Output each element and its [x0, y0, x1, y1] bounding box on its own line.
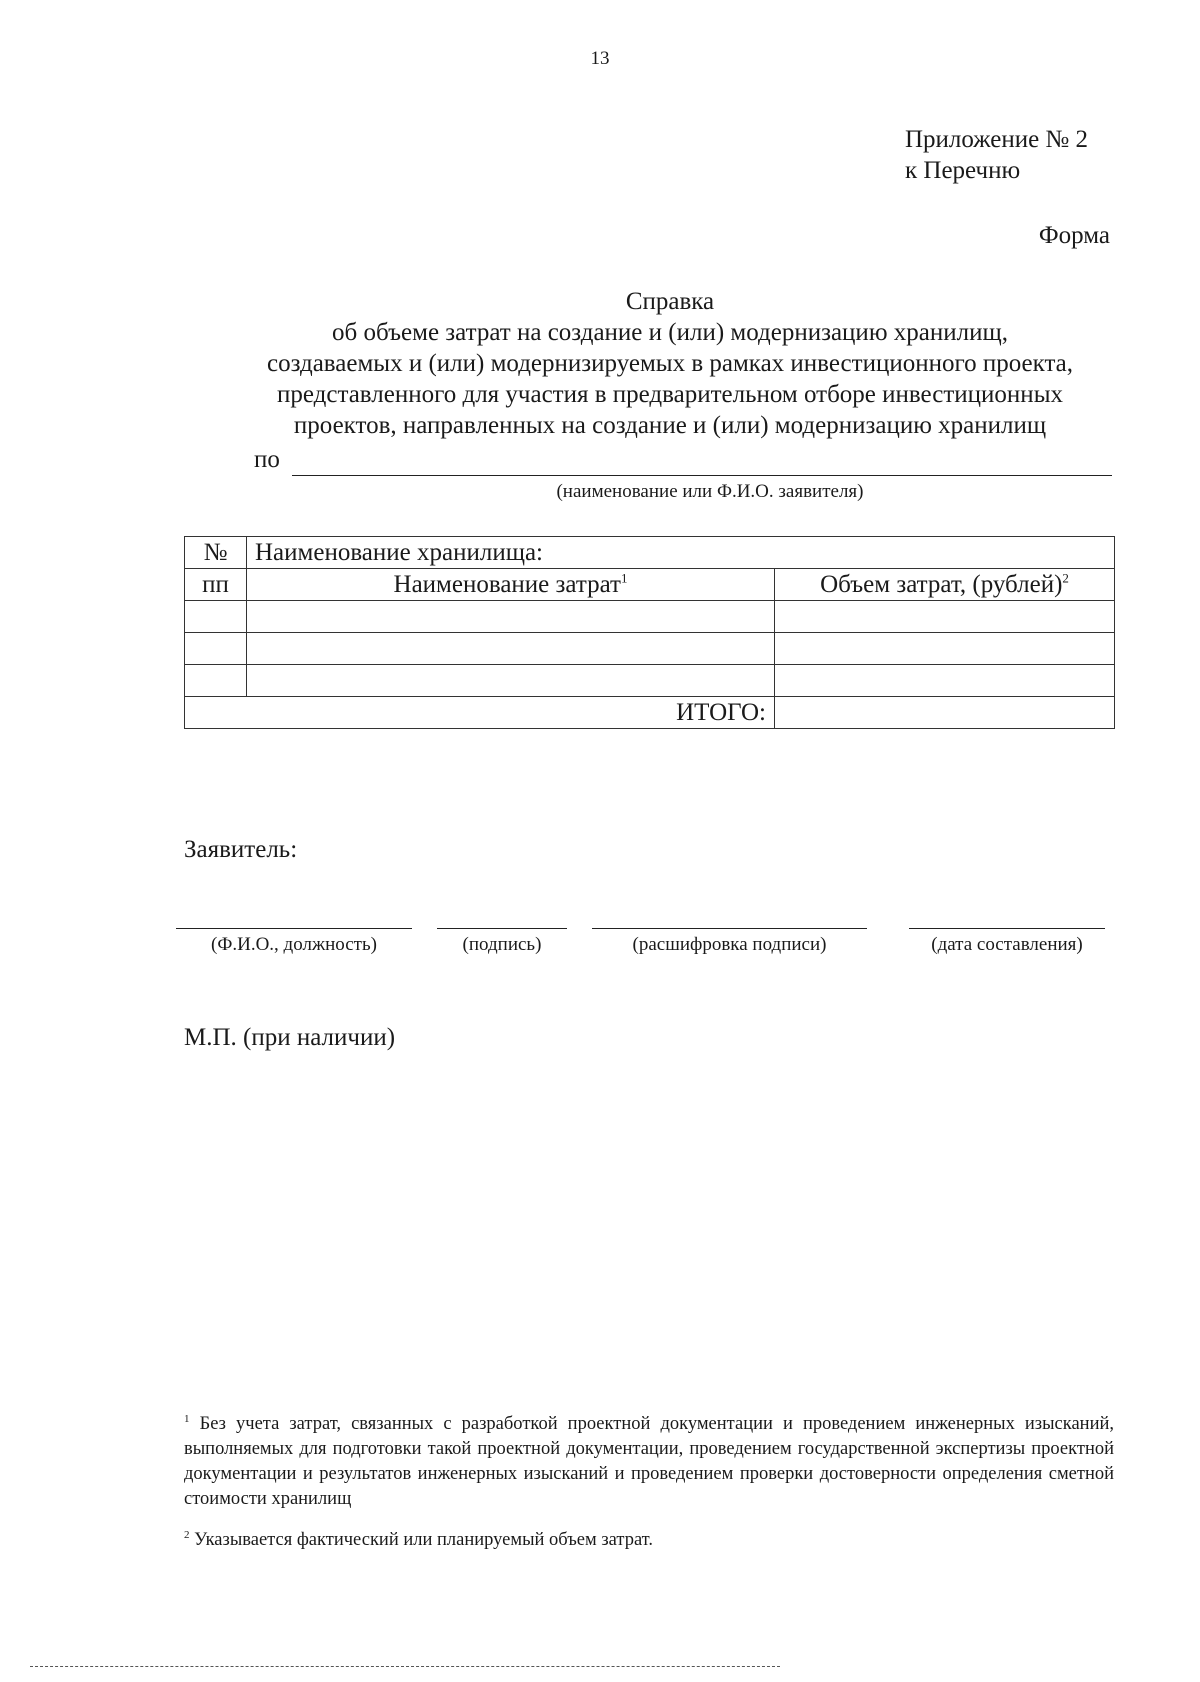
col-cost-amount-header	[775, 569, 1115, 601]
footnote-2-mark: 2	[184, 1528, 190, 1541]
table-row	[185, 665, 1115, 697]
signature-transcript-caption: (расшифровка подписи)	[632, 934, 827, 955]
name-position-caption: (Ф.И.О., должность)	[211, 934, 377, 955]
total-label: ИТОГО:	[185, 697, 775, 729]
cost-amount-cell[interactable]	[775, 665, 1115, 697]
title-line-4: представленного для участия в предварительном отборе инвестиционных	[277, 381, 1063, 408]
name-position-field[interactable]	[176, 928, 412, 929]
applicant-name-caption: (наименование или Ф.И.О. заявителя)	[556, 481, 864, 502]
footnote-1	[184, 1412, 1114, 1512]
appendix-reference	[905, 124, 1088, 186]
col-cost-name-label: Наименование затрат	[393, 570, 621, 598]
row-num-cell[interactable]	[185, 601, 247, 633]
title-line-2: об объеме затрат на создание и (или) модернизацию хранилищ,	[332, 319, 1008, 346]
table-row	[185, 633, 1115, 665]
document-title	[140, 286, 1200, 441]
bottom-divider	[30, 1666, 780, 1667]
title-line-5: проектов, направленных на создание и (или) модернизацию хранилищ	[293, 412, 1047, 439]
po-label: по	[254, 446, 280, 473]
footnote-2-text: Указывается фактический или планируемый объем затрат.	[194, 1530, 654, 1550]
footnote-ref-1: 1	[620, 570, 628, 586]
table-row	[185, 601, 1115, 633]
footnote-1-mark: 1	[184, 1412, 190, 1425]
cost-name-cell[interactable]	[247, 633, 775, 665]
form-label: Форма	[1038, 222, 1110, 249]
stamp-label: М.П. (при наличии)	[184, 1024, 396, 1051]
cost-name-cell[interactable]	[247, 665, 775, 697]
cost-amount-cell[interactable]	[775, 633, 1115, 665]
total-amount-cell[interactable]	[775, 697, 1115, 729]
col-cost-name-header	[247, 569, 775, 601]
col-cost-amount-label: Объем затрат, (рублей)	[820, 570, 1063, 598]
table-total-row	[185, 697, 1115, 729]
title-line-1: Справка	[625, 288, 715, 315]
header-num-cell: №	[185, 537, 247, 569]
costs-table	[184, 536, 1115, 729]
signature-transcript-field[interactable]	[592, 928, 867, 929]
applicant-name-field[interactable]	[292, 475, 1112, 476]
signature-field[interactable]	[437, 928, 567, 929]
footnote-2	[184, 1528, 1114, 1553]
page-number: 13	[590, 48, 610, 69]
cost-amount-cell[interactable]	[775, 601, 1115, 633]
footnote-ref-2: 2	[1062, 570, 1069, 586]
appendix-line-1: Приложение № 2	[905, 126, 1089, 153]
appendix-line-2: к Перечню	[905, 157, 1021, 184]
applicant-label: Заявитель:	[184, 836, 298, 863]
storage-name-cell[interactable]: Наименование хранилища:	[247, 537, 1115, 569]
signature-caption: (подпись)	[462, 934, 542, 955]
footnote-1-text: Без учета затрат, связанных с разработкой проектной документации и проведением инженерных изысканий, выполняемых для подготовки такой проектной документации, проведением государственной экспертизы проектной документации и результатов инженерных изысканий и проведением проверки достоверности определения сметной стоимости хранилищ	[184, 1414, 1115, 1509]
row-num-cell[interactable]	[185, 633, 247, 665]
date-caption: (дата составления)	[931, 934, 1083, 955]
title-line-3: создаваемых и (или) модернизируемых в рамках инвестиционного проекта,	[266, 350, 1074, 377]
cost-name-cell[interactable]	[247, 601, 775, 633]
header-pp-cell: пп	[185, 569, 247, 601]
table-column-header-row	[185, 569, 1115, 601]
date-field[interactable]	[909, 928, 1105, 929]
row-num-cell[interactable]	[185, 665, 247, 697]
table-header-row	[185, 537, 1115, 569]
